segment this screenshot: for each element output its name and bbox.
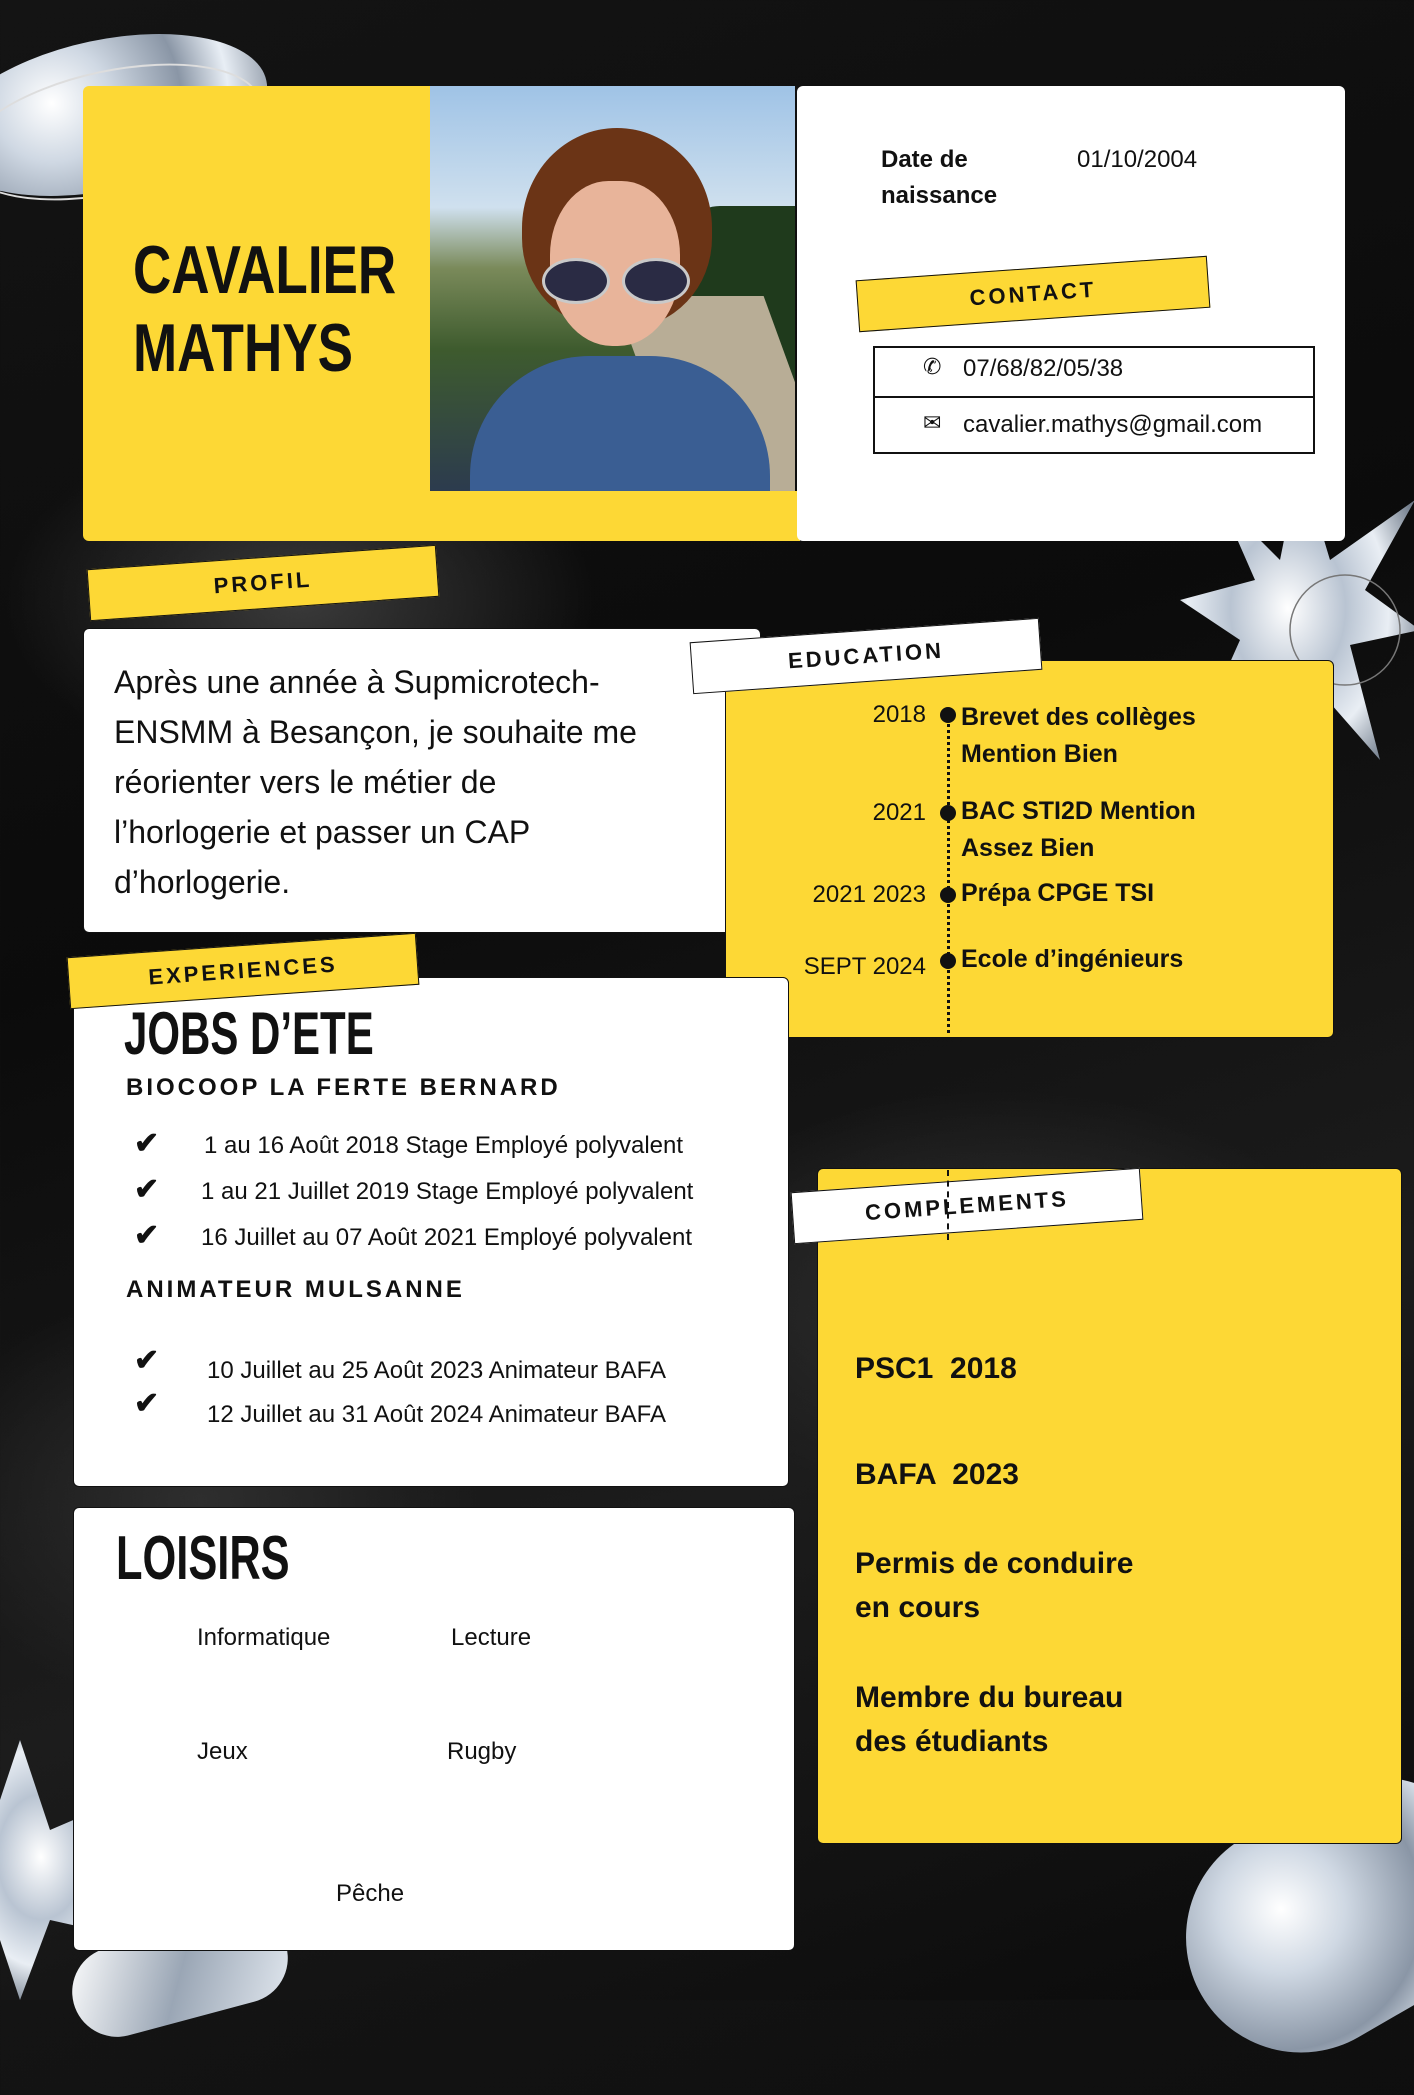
name-block	[133, 231, 470, 387]
timeline-dot	[940, 953, 956, 969]
complements-card	[817, 1168, 1402, 1844]
job-line: 1 au 16 Août 2018 Stage Employé polyvalent	[204, 1132, 684, 1159]
experiences-tag: EXPERIENCES	[67, 933, 420, 1009]
photo-underline-strip	[430, 491, 800, 541]
job-line: 1 au 21 Juillet 2019 Stage Employé polyvalent	[201, 1178, 694, 1205]
contact-tag: CONTACT	[856, 256, 1211, 332]
phone-number[interactable]: 07/68/82/05/38	[963, 355, 1124, 382]
check-icon: ✔	[134, 1219, 160, 1252]
check-icon: ✔	[134, 1127, 160, 1160]
education-tag: EDUCATION	[690, 618, 1043, 694]
employer-mulsanne: ANIMATEUR MULSANNE	[126, 1276, 465, 1303]
loisirs-heading: LOISIRS	[116, 1524, 290, 1593]
edu-item-brevet: Brevet des collèges Mention Bien	[961, 703, 1196, 768]
education-card	[725, 660, 1334, 1038]
job-line: 12 Juillet au 31 Août 2024 Animateur BAFA	[207, 1401, 666, 1428]
hobby-informatique: Informatique	[197, 1624, 331, 1651]
profil-text: Après une année à Supmicrotech- ENSMM à Besançon, je souhaite me réorienter vers le métier de l’horlogerie et passer un CAP d’horlogerie.	[114, 664, 637, 900]
hobby-lecture: Lecture	[451, 1624, 532, 1651]
phone-icon: ✆	[923, 354, 942, 379]
photo-sunglasses	[542, 258, 692, 300]
complement-bafa: BAFA 2023	[855, 1458, 1019, 1491]
email-address[interactable]: cavalier.mathys@gmail.com	[963, 411, 1263, 438]
check-icon: ✔	[134, 1173, 160, 1206]
contact-divider	[875, 396, 1313, 398]
complements-tag: COMPLEMENTS	[791, 1168, 1144, 1244]
name-panel	[83, 86, 435, 541]
birth-date: 01/10/2004	[1077, 146, 1198, 173]
profil-card	[83, 628, 761, 933]
edu-year-2021: 2021	[872, 799, 926, 826]
dashed-connector	[947, 1170, 949, 1240]
job-line: 16 Juillet au 07 Août 2021 Employé polyvalent	[201, 1224, 693, 1251]
birth-label: Date de naissance	[881, 146, 998, 209]
complement-permis: Permis de conduire en cours	[855, 1547, 1134, 1624]
job-line: 10 Juillet au 25 Août 2023 Animateur BAFA	[207, 1357, 666, 1384]
timeline-dot	[940, 805, 956, 821]
check-icon: ✔	[134, 1344, 160, 1377]
hobby-jeux: Jeux	[197, 1738, 248, 1765]
timeline-dot	[940, 707, 956, 723]
timeline-line	[947, 713, 950, 1033]
loisirs-card	[73, 1507, 795, 1951]
edu-year-2018: 2018	[872, 701, 926, 728]
photo-portrait	[430, 86, 795, 491]
edu-year-sept-2024: SEPT 2024	[803, 953, 926, 980]
jobs-heading: JOBS D’ETE	[124, 1000, 374, 1067]
hobby-rugby: Rugby	[447, 1738, 517, 1765]
timeline-dot	[940, 887, 956, 903]
hobby-peche: Pêche	[336, 1880, 405, 1907]
check-icon: ✔	[134, 1387, 160, 1420]
profil-tag: PROFIL	[87, 545, 440, 621]
first-name: MATHYS	[133, 310, 354, 386]
contact-box	[873, 346, 1315, 454]
experiences-card	[73, 977, 789, 1487]
edu-item-ecole: Ecole d’ingénieurs	[961, 945, 1184, 973]
complement-bureau: Membre du bureau des étudiants	[855, 1681, 1124, 1758]
last-name: CAVALIER	[133, 232, 397, 308]
complement-psc1: PSC1 2018	[855, 1352, 1017, 1385]
mail-icon: ✉	[923, 410, 942, 435]
edu-item-prepa: Prépa CPGE TSI	[961, 879, 1155, 907]
employer-biocoop: BIOCOOP LA FERTE BERNARD	[126, 1074, 561, 1101]
edu-item-bac: BAC STI2D Mention Assez Bien	[961, 797, 1196, 862]
edu-year-2021-2023: 2021 2023	[812, 881, 926, 908]
